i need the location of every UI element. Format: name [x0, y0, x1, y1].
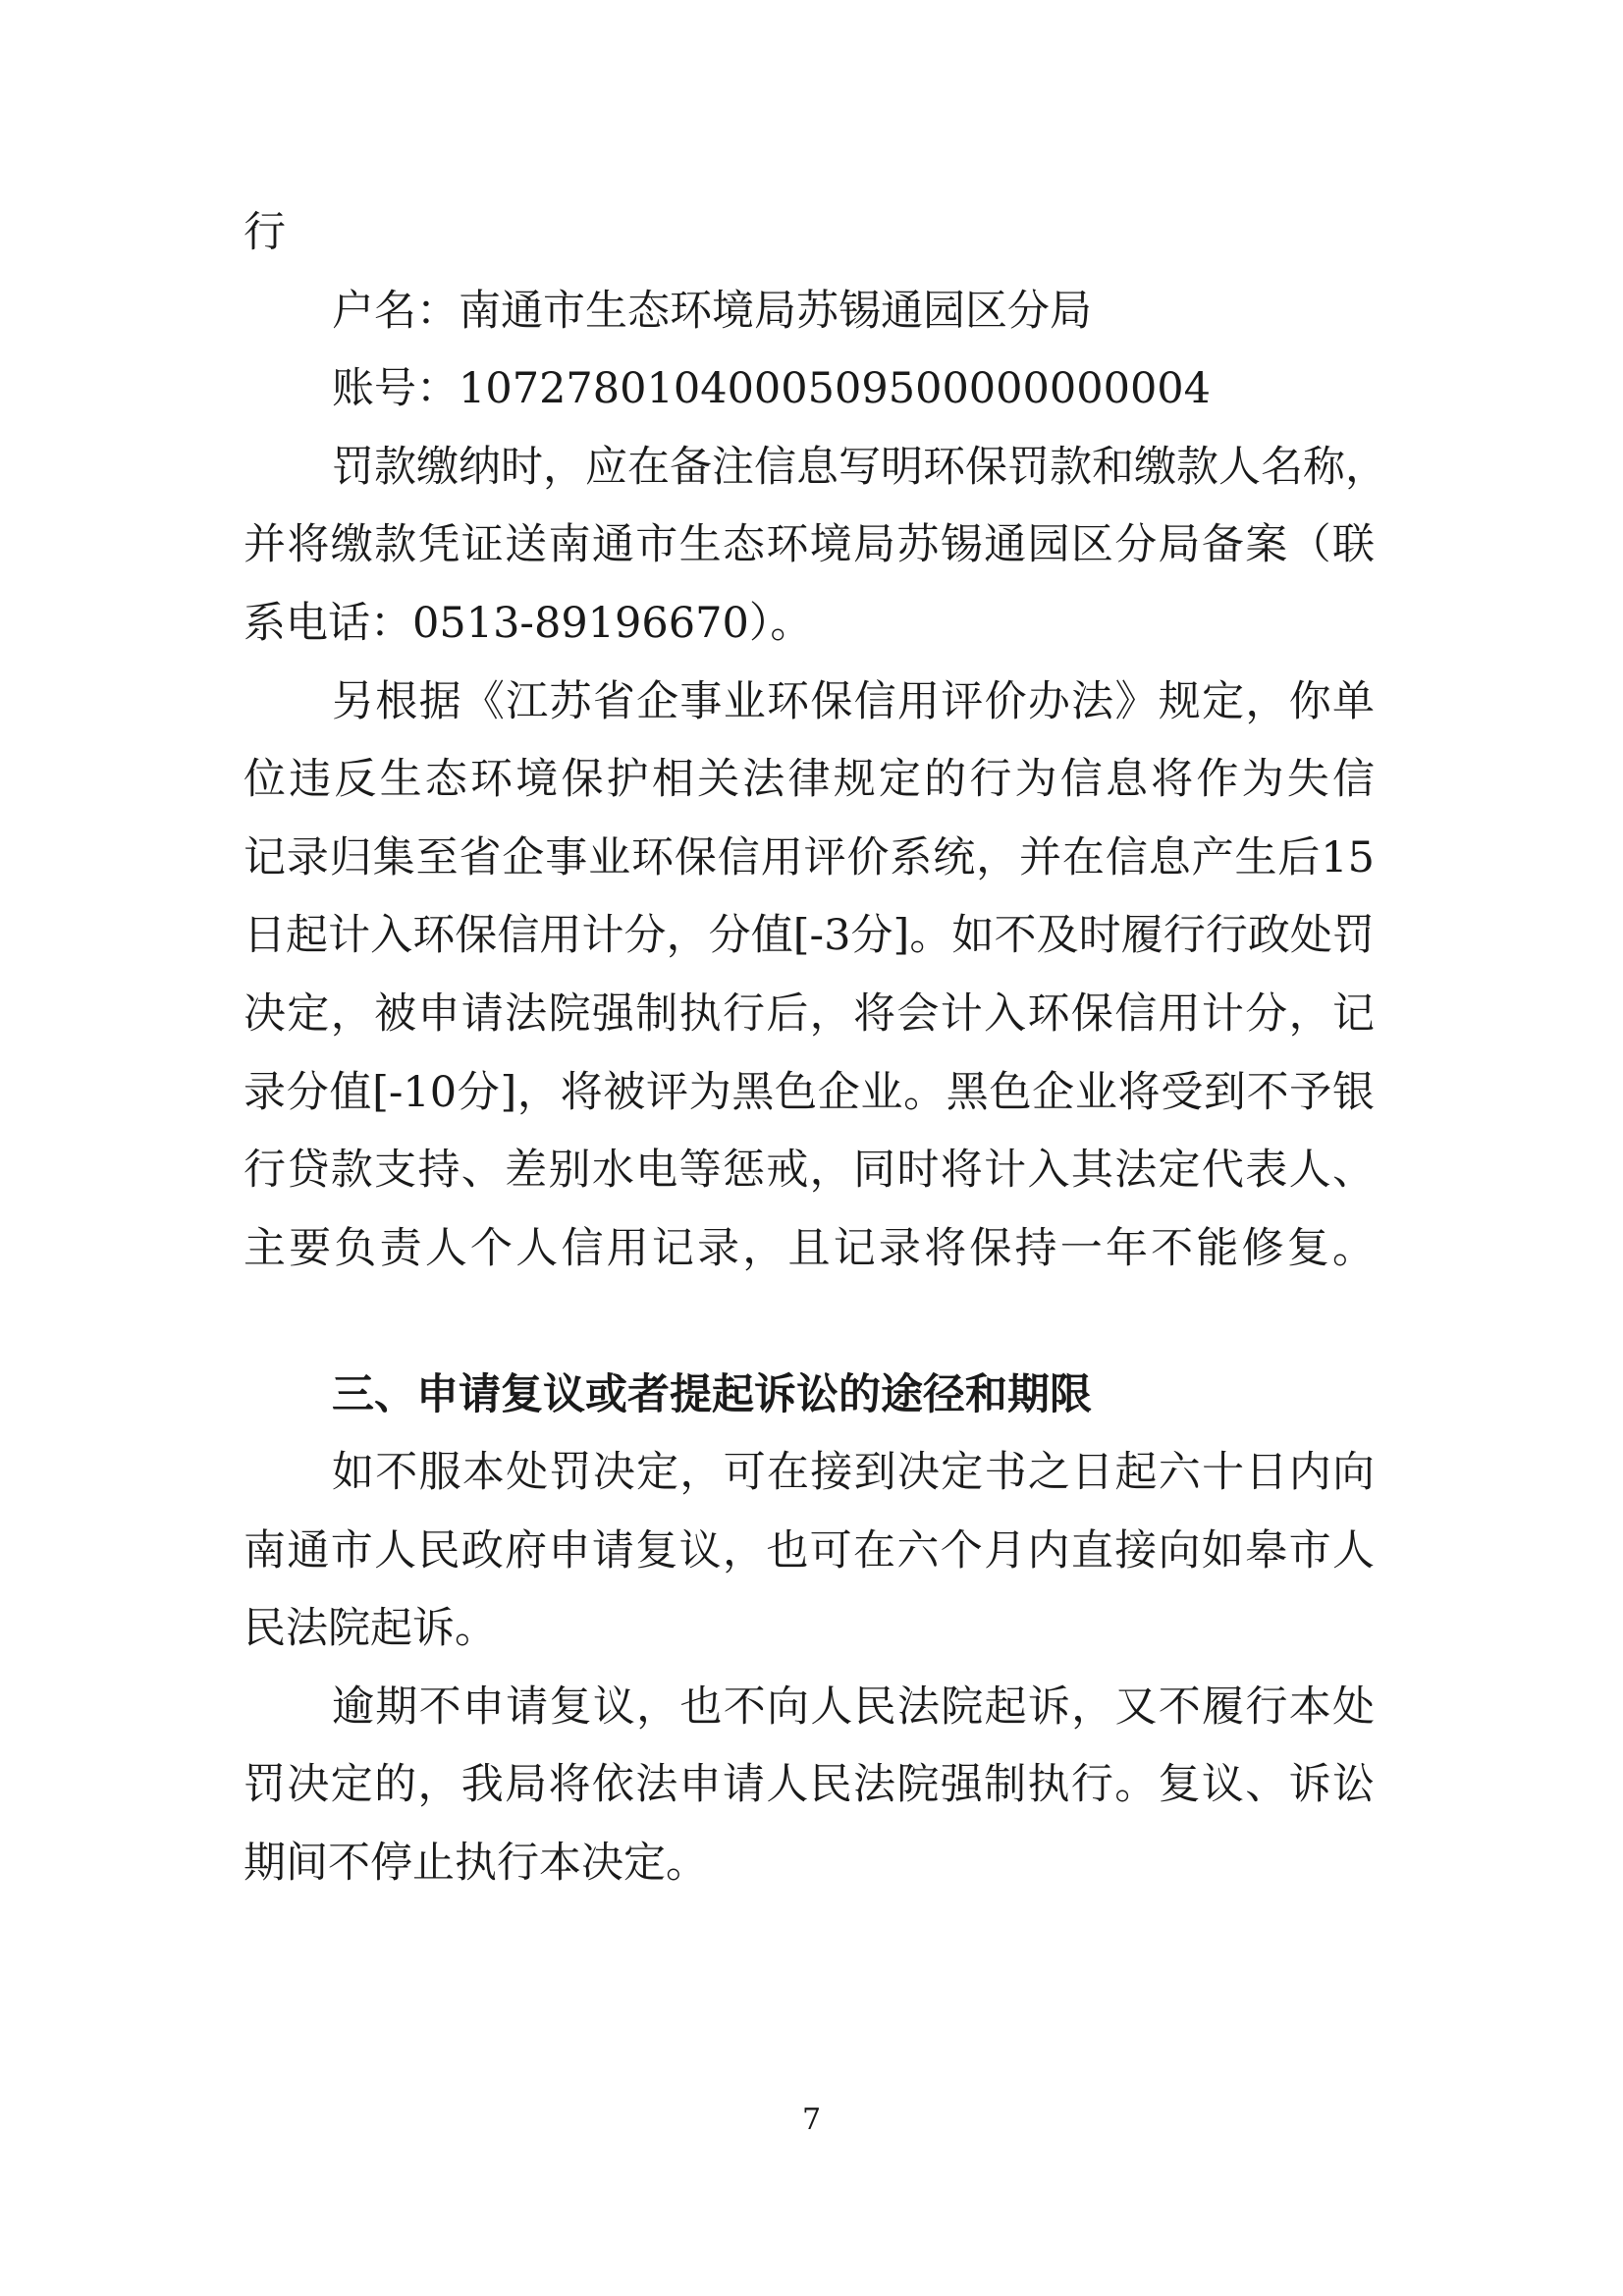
- paragraph-credit-line-6: 录分值[-10分]，将被评为黑色企业。黑色企业将受到不予银: [243, 1068, 1375, 1117]
- paragraph-credit-line-5: 决定，被申请法院强制执行后，将会计入环保信用计分，记: [243, 989, 1375, 1039]
- paragraph-credit-line-8: 主要负责人个人信用记录，且记录将保持一年不能修复。: [243, 1224, 1375, 1273]
- paragraph-payment-line-2: 并将缴款凭证送南通市生态环境局苏锡通园区分局备案（联: [243, 520, 1375, 569]
- paragraph-appeal-line-3: 民法院起诉。: [243, 1604, 497, 1653]
- paragraph-enforcement-line-1: 逾期不申请复议，也不向人民法院起诉，又不履行本处: [332, 1682, 1375, 1732]
- paragraph-payment-line-1: 罚款缴纳时，应在备注信息写明环保罚款和缴款人名称，: [332, 443, 1387, 492]
- paragraph-credit-line-4: 日起计入环保信用计分，分值[-3分]。如不及时履行行政处罚: [243, 911, 1375, 960]
- account-name-line: 户名：南通市生态环境局苏锡通园区分局: [332, 287, 1092, 336]
- paragraph-credit-line-7: 行贷款支持、差别水电等惩戒，同时将计入其法定代表人、: [243, 1146, 1375, 1195]
- paragraph-enforcement-line-3: 期间不停止执行本决定。: [243, 1839, 708, 1888]
- text-line-continuation: 行: [243, 208, 286, 257]
- paragraph-payment-line-3: 系电话：0513-89196670）。: [243, 599, 813, 648]
- section-heading-appeal: 三、申请复议或者提起诉讼的途径和期限: [332, 1370, 1092, 1419]
- account-number-line: 账号：10727801040005095000000000​04: [332, 364, 1212, 413]
- paragraph-credit-line-2: 位违反生态环境保护相关法律规定的行为信息将作为失信: [243, 755, 1375, 804]
- paragraph-enforcement-line-2: 罚决定的，我局将依法申请人民法院强制执行。复议、诉讼: [243, 1760, 1375, 1809]
- paragraph-appeal-line-1: 如不服本处罚决定，可在接到决定书之日起六十日内向: [332, 1448, 1375, 1497]
- paragraph-appeal-line-2: 南通市人民政府申请复议，也可在六个月内直接向如皋市人: [243, 1526, 1375, 1575]
- paragraph-credit-line-3: 记录归集至省企事业环保信用评价系统，并在信息产生后15: [243, 833, 1375, 882]
- paragraph-credit-line-1: 另根据《江苏省企事业环保信用评价办法》规定，你单: [332, 677, 1375, 726]
- page-number: 7: [801, 2103, 822, 2137]
